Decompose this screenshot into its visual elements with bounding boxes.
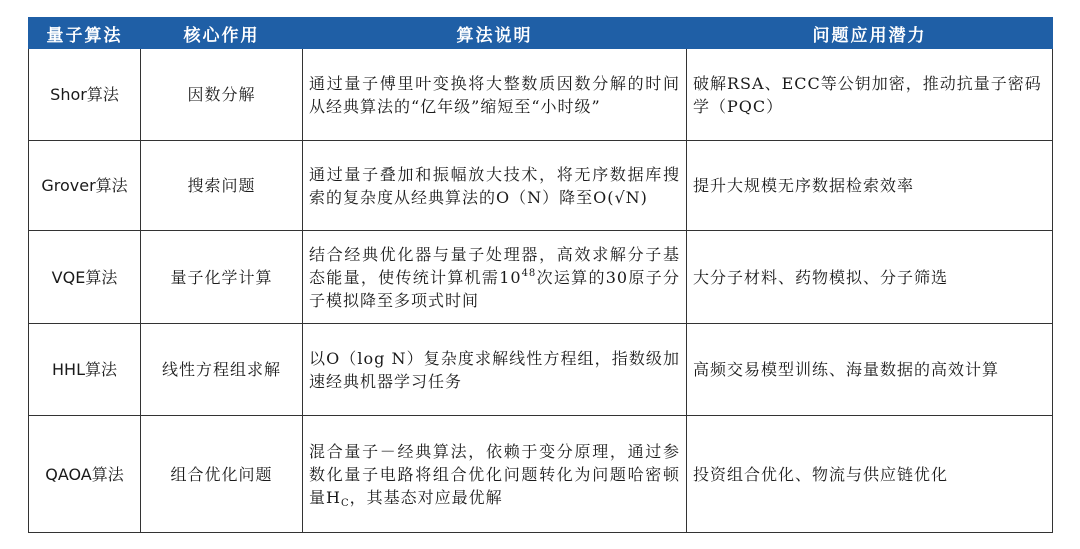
core-function: 组合优化问题 — [141, 416, 303, 533]
algorithm-description: 通过量子傅里叶变换将大整数质因数分解的时间从经典算法的“亿年级”缩短至“小时级” — [303, 49, 687, 141]
subscript: C — [340, 497, 350, 509]
application-potential: 高频交易模型训练、海量数据的高效计算 — [687, 324, 1053, 416]
core-function: 搜索问题 — [141, 141, 303, 231]
table-row — [29, 49, 1053, 141]
algorithm-name: QAOA算法 — [29, 416, 141, 533]
table-row — [29, 231, 1053, 324]
table-row — [29, 141, 1053, 231]
application-potential: 大分子材料、药物模拟、分子筛选 — [687, 231, 1053, 324]
description-text: ，其基态对应最优解 — [349, 487, 503, 507]
algorithm-description — [303, 231, 687, 324]
exponent: 48 — [521, 267, 537, 279]
table-row — [29, 324, 1053, 416]
algorithm-description: 通过量子叠加和振幅放大技术，将无序数据库搜索的复杂度从经典算法的O（N）降至O(√N) — [303, 141, 687, 231]
application-potential: 提升大规模无序数据检索效率 — [687, 141, 1053, 231]
description-text: 结合经典优化器与量子处理器，高效求解分子基态能量，使传统计算机需10 — [309, 244, 680, 287]
algorithm-name: HHL算法 — [29, 324, 141, 416]
algorithm-name: VQE算法 — [29, 231, 141, 324]
core-function: 量子化学计算 — [141, 231, 303, 324]
application-potential: 投资组合优化、物流与供应链优化 — [687, 416, 1053, 533]
quantum-algorithm-table — [28, 17, 1053, 533]
description-text: 次运算的30原子分子模拟降至多项式时间 — [309, 267, 680, 310]
table-header-row — [29, 18, 1053, 49]
core-function: 线性方程组求解 — [141, 324, 303, 416]
header-algorithm: 量子算法 — [29, 18, 141, 49]
algorithm-description: 以O（log N）复杂度求解线性方程组，指数级加速经典机器学习任务 — [303, 324, 687, 416]
description-text: 混合量子－经典算法，依赖于变分原理，通过参数化量子电路将组合优化问题转化为问题哈密顿量H — [309, 441, 680, 507]
header-core-function: 核心作用 — [141, 18, 303, 49]
algorithm-name: Shor算法 — [29, 49, 141, 141]
header-application: 问题应用潜力 — [687, 18, 1053, 49]
core-function: 因数分解 — [141, 49, 303, 141]
algorithm-description — [303, 416, 687, 533]
algorithm-name: Grover算法 — [29, 141, 141, 231]
header-description: 算法说明 — [303, 18, 687, 49]
application-potential: 破解RSA、ECC等公钥加密，推动抗量子密码学（PQC） — [687, 49, 1053, 141]
table-row — [29, 416, 1053, 533]
